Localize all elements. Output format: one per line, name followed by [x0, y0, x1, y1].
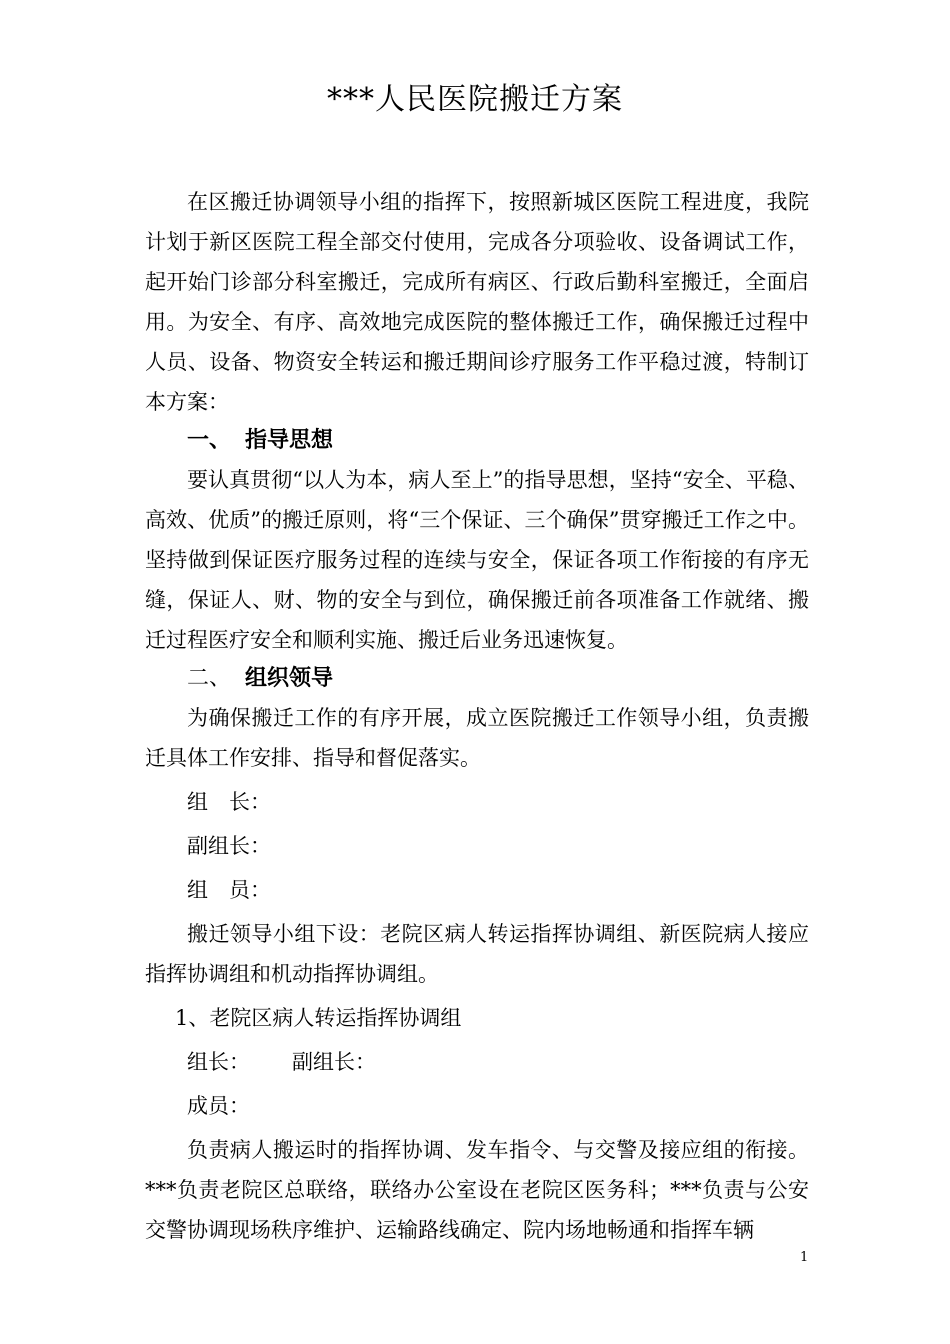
section-2-heading	[145, 660, 809, 698]
section-1-heading	[145, 422, 809, 460]
section-1-paragraph: 要认真贯彻“以人为本，病人至上”的指导思想，坚持“安全、平稳、高效、优质”的搬迁原则，将“三个保证、三个确保”贯穿搬迁工作之中。坚持做到保证医疗服务过程的连续与安全，保证各项工作衔接的有序无缝，保证人、财、物的安全与到位，确保搬迁前各项准备工作就绪、搬迁过程医疗安全和顺利实施、搬迁后业务迅速恢复。	[145, 468, 809, 652]
group-1-leader: 组长：	[187, 1050, 250, 1074]
group-1-duty-paragraph: 负责病人搬运时的指挥协调、发车指令、与交警及接应组的衔接。***负责老院区总联络，联络办公室设在老院区医务科；***负责与公安交警协调现场秩序维护、运输路线确定、院内场地畅通和指挥车辆	[145, 1138, 809, 1242]
intro-paragraph: 在区搬迁协调领导小组的指挥下，按照新城区医院工程进度，我院计划于新区医院工程全部交付使用，完成各分项验收、设备调试工作，起开始门诊部分科室搬迁，完成所有病区、行政后勤科室搬迁，全面启用。为安全、有序、高效地完成医院的整体搬迁工作，确保搬迁过程中人员、设备、物资安全转运和搬迁期间诊疗服务工作平稳过渡，特制订本方案：	[145, 190, 809, 414]
section-2-number: 二、	[187, 666, 232, 691]
member-line: 组 员：	[187, 878, 271, 902]
section-1-title: 指导思想	[245, 428, 334, 453]
section-2-paragraph: 为确保搬迁工作的有序开展，成立医院搬迁工作领导小组，负责搬迁具体工作安排、指导和督促落实。	[145, 706, 809, 770]
section-1-number: 一、	[187, 428, 232, 453]
subgroups-paragraph: 搬迁领导小组下设：老院区病人转运指挥协调组、新医院病人接应指挥协调组和机动指挥协调组。	[145, 922, 809, 986]
document-body	[145, 182, 809, 1250]
page-number: 1	[800, 1250, 809, 1265]
page-title: ***人民医院搬迁方案	[327, 82, 623, 117]
deputy-line: 副组长：	[187, 834, 271, 858]
group-1-title: 1、老院区病人转运指挥协调组	[175, 1006, 462, 1030]
section-2-title: 组织领导	[245, 666, 334, 691]
leader-line: 组 长：	[187, 790, 271, 814]
group-1-member-line: 成员：	[187, 1094, 250, 1118]
group-1-deputy: 副组长：	[292, 1050, 376, 1074]
group-1-leaders-line	[145, 1042, 809, 1082]
